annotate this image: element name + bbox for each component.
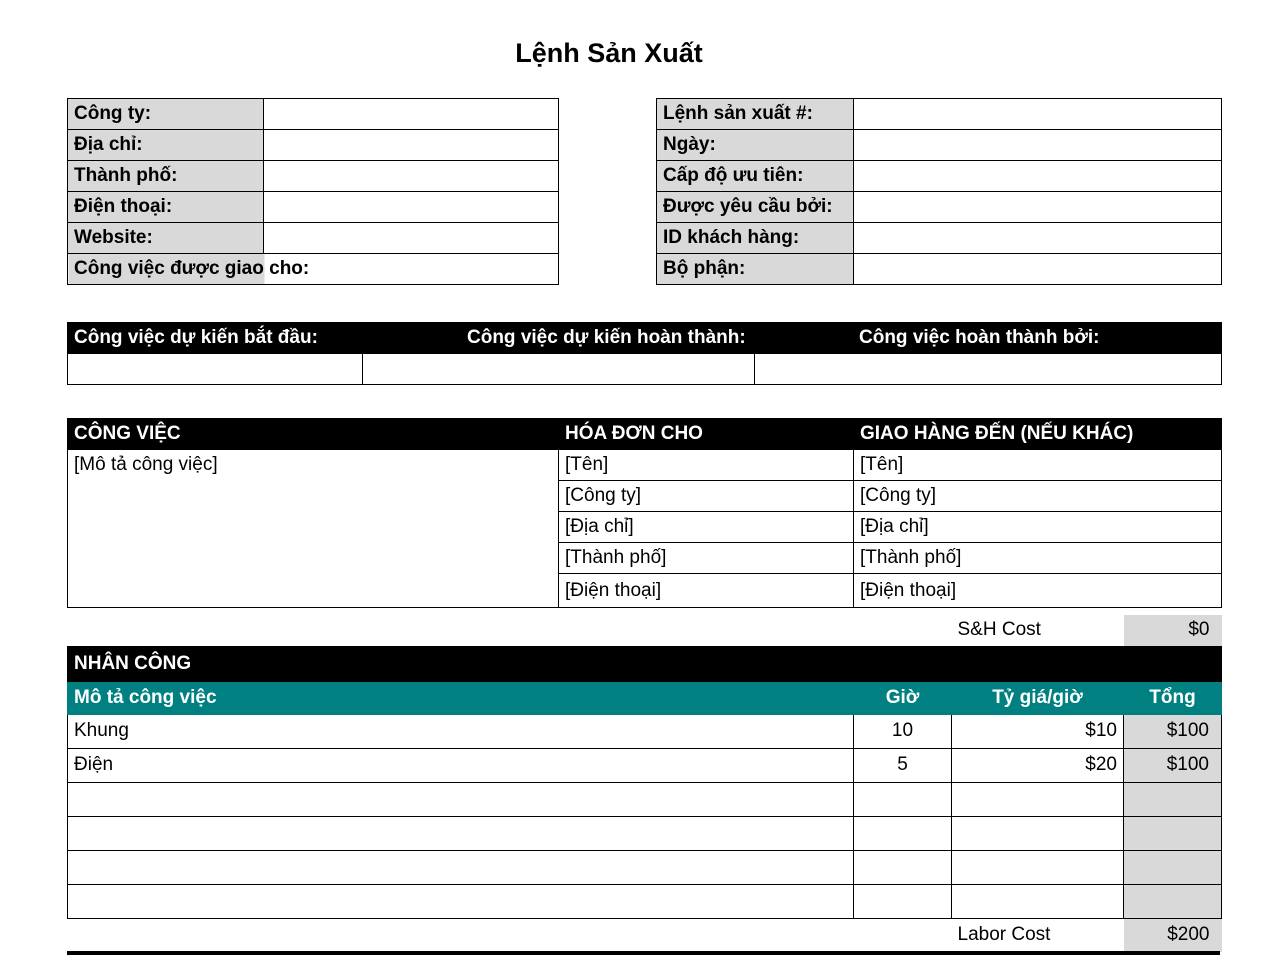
labor-hours[interactable]: [854, 850, 952, 884]
bill-to-phone[interactable]: [Điện thoại]: [559, 574, 854, 608]
page-title: Lệnh Sản Xuất: [515, 38, 703, 68]
priority-label: Cấp độ ưu tiên:: [657, 161, 854, 192]
labor-rate[interactable]: $20: [952, 748, 1124, 782]
labor-total: [1124, 850, 1222, 884]
schedule-table: [67, 322, 1222, 385]
city-label: Thành phố:: [68, 161, 264, 192]
labor-rate[interactable]: [952, 782, 1124, 816]
priority-field[interactable]: [854, 161, 1222, 192]
bill-to-address[interactable]: [Địa chỉ]: [559, 512, 854, 543]
department-field[interactable]: [854, 254, 1222, 285]
table-row: [68, 748, 1222, 782]
ship-to-city[interactable]: [Thành phố]: [854, 543, 1222, 574]
end-date-label: Công việc dự kiến hoàn thành:: [363, 323, 755, 354]
section-divider: [67, 951, 1220, 955]
labor-total: [1124, 884, 1222, 918]
department-label: Bộ phận:: [657, 254, 854, 285]
date-field[interactable]: [854, 130, 1222, 161]
table-row: [68, 782, 1222, 816]
completed-by-label: Công việc hoàn thành bởi:: [755, 323, 1222, 354]
labor-col-total: Tổng: [1124, 681, 1222, 714]
date-label: Ngày:: [657, 130, 854, 161]
completed-by-field[interactable]: [755, 354, 1222, 385]
ship-to-header: GIAO HÀNG ĐẾN (NẾU KHÁC): [854, 419, 1222, 450]
order-number-field[interactable]: [854, 99, 1222, 130]
labor-rate[interactable]: [952, 816, 1124, 850]
labor-hours[interactable]: [854, 816, 952, 850]
job-description-area[interactable]: [68, 574, 559, 608]
ship-to-company[interactable]: [Công ty]: [854, 481, 1222, 512]
address-label: Địa chỉ:: [68, 130, 264, 161]
start-date-label: Công việc dự kiến bắt đầu:: [68, 323, 363, 354]
order-number-label: Lệnh sản xuất #:: [657, 99, 854, 130]
labor-col-hours: Giờ: [854, 681, 952, 714]
company-label: Công ty:: [68, 99, 264, 130]
labor-description[interactable]: [68, 816, 854, 850]
bill-to-name[interactable]: [Tên]: [559, 450, 854, 481]
company-field[interactable]: [264, 99, 559, 130]
job-billing-table: [67, 418, 1222, 608]
labor-description[interactable]: [68, 850, 854, 884]
website-field[interactable]: [264, 223, 559, 254]
job-description-area[interactable]: [68, 543, 559, 574]
company-info-table: [67, 98, 559, 285]
end-date-field[interactable]: [363, 354, 755, 385]
website-label: Website:: [68, 223, 264, 254]
bill-to-company[interactable]: [Công ty]: [559, 481, 854, 512]
labor-hours[interactable]: [854, 884, 952, 918]
labor-total: [1124, 816, 1222, 850]
sh-cost-value: $0: [1124, 615, 1222, 646]
labor-hours[interactable]: 10: [854, 714, 952, 748]
requested-by-field[interactable]: [854, 192, 1222, 223]
table-row: [68, 816, 1222, 850]
bill-to-header: HÓA ĐƠN CHO: [559, 419, 854, 450]
labor-cost-label: Labor Cost: [957, 924, 1051, 946]
labor-hours[interactable]: [854, 782, 952, 816]
labor-cost-value: $200: [1124, 918, 1222, 952]
ship-to-phone[interactable]: [Điện thoại]: [854, 574, 1222, 608]
job-description-area[interactable]: [68, 512, 559, 543]
ship-to-name[interactable]: [Tên]: [854, 450, 1222, 481]
labor-rate[interactable]: [952, 850, 1124, 884]
job-description[interactable]: [Mô tả công việc]: [68, 450, 559, 481]
customer-id-label: ID khách hàng:: [657, 223, 854, 254]
start-date-field[interactable]: [68, 354, 363, 385]
labor-description[interactable]: [68, 884, 854, 918]
ship-to-address[interactable]: [Địa chỉ]: [854, 512, 1222, 543]
labor-col-rate: Tỷ giá/giờ: [952, 681, 1124, 714]
labor-description[interactable]: Khung: [68, 714, 854, 748]
address-field[interactable]: [264, 130, 559, 161]
customer-id-field[interactable]: [854, 223, 1222, 254]
phone-label: Điện thoại:: [68, 192, 264, 223]
labor-col-description: Mô tả công việc: [68, 681, 854, 714]
labor-table: [67, 615, 1222, 952]
order-info-table: [656, 98, 1222, 285]
labor-rate[interactable]: $10: [952, 714, 1124, 748]
requested-by-label: Được yêu cầu bởi:: [657, 192, 854, 223]
labor-total: [1124, 782, 1222, 816]
labor-header: NHÂN CÔNG: [68, 646, 1222, 681]
labor-description[interactable]: [68, 782, 854, 816]
assigned-to-label[interactable]: Công việc được giao cho:: [68, 254, 559, 285]
labor-hours[interactable]: 5: [854, 748, 952, 782]
table-row: [68, 884, 1222, 918]
bill-to-city[interactable]: [Thành phố]: [559, 543, 854, 574]
sh-cost-label: S&H Cost: [957, 619, 1041, 641]
labor-total: $100: [1124, 714, 1222, 748]
job-header: CÔNG VIỆC: [68, 419, 559, 450]
job-description-area[interactable]: [68, 481, 559, 512]
phone-field[interactable]: [264, 192, 559, 223]
labor-total: $100: [1124, 748, 1222, 782]
table-row: [68, 850, 1222, 884]
labor-description[interactable]: Điện: [68, 748, 854, 782]
city-field[interactable]: [264, 161, 559, 192]
labor-rate[interactable]: [952, 884, 1124, 918]
table-row: [68, 714, 1222, 748]
